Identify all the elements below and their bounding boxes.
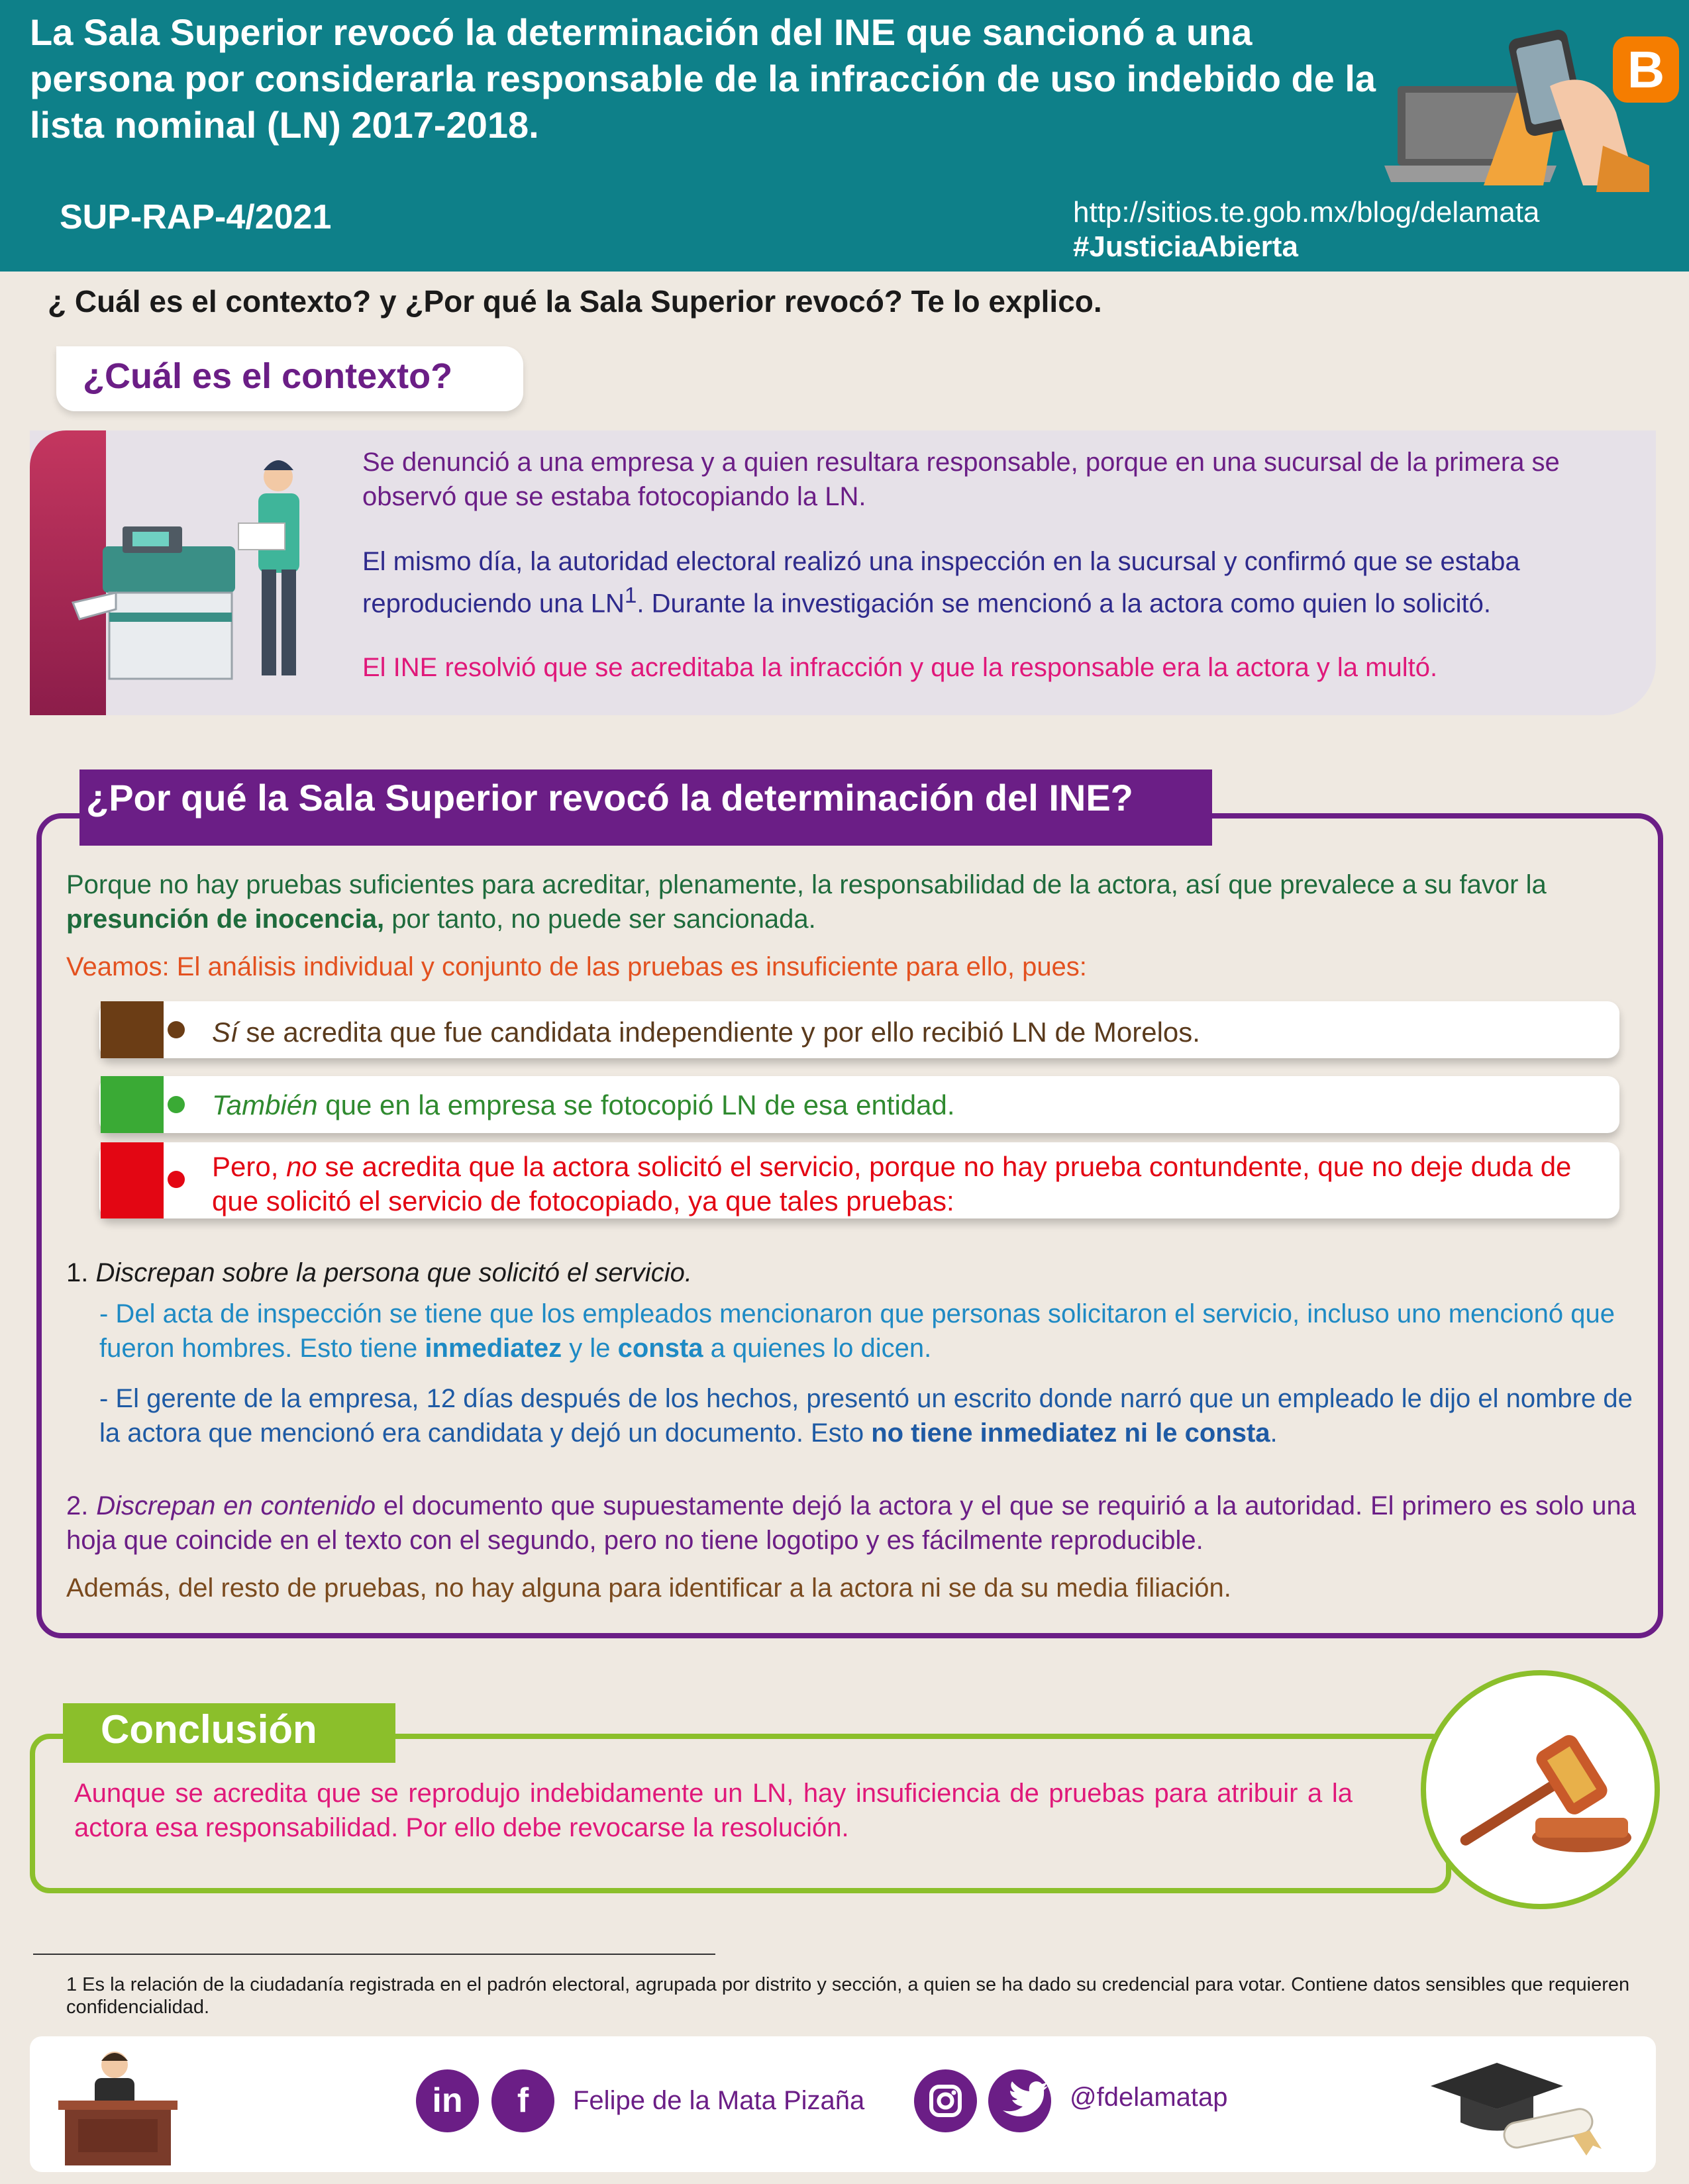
twitter-bird-glyph (988, 2069, 1051, 2132)
context-paragraph-1: Se denunció a una empresa y a quien resultara responsable, porque en una sucursal de la primera se observó que se estaba fotocopiando la LN. (362, 448, 1560, 511)
point-2-number: 2. (66, 1491, 97, 1520)
why-paragraph-2: Veamos: El análisis individual y conjunto de las pruebas es insuficiente para ello, pues: (66, 952, 1087, 981)
point-1b-text: - El gerente de la empresa, 12 días después de los hechos, presentó un escrito donde narró que un empleado le dijo el nombre de la actora que mencionó era candidata y dejó un documento. Esto (99, 1384, 1633, 1448)
point-2 (66, 1489, 1636, 1558)
gavel-icon (1426, 1675, 1655, 1904)
gavel-circle (1421, 1670, 1660, 1909)
instagram-icon[interactable] (914, 2069, 977, 2132)
context-paragraph-3: El INE resolvió que se acreditaba la infracción y que la responsable era la actora y la multó. (362, 653, 1438, 682)
point-3: Además, del resto de pruebas, no hay alguna para identificar a la actora ni se da su media filiación. (66, 1573, 1231, 1603)
person-hair-icon (264, 460, 293, 470)
footer-name: Felipe de la Mata Pizaña (573, 2086, 865, 2115)
person-leg-left (262, 570, 276, 675)
conclusion-text: Aunque se acredita que se reprodujo indebidamente un LN, hay insuficiencia de pruebas para atribuir a la actora esa responsabilidad. Por ello debe revocarse la resolución. (74, 1779, 1353, 1842)
podium-panel (78, 2119, 158, 2152)
copier-stripe (109, 613, 232, 622)
point-1-sub-a (99, 1297, 1636, 1365)
podium-top (58, 2101, 178, 2110)
bullet-text-2 (212, 1089, 955, 1121)
footer-handle: @fdelamatap (1070, 2083, 1228, 2112)
bullet-tag-1 (101, 1001, 164, 1058)
photocopier-illustration (70, 447, 321, 699)
point-1a-text: - Del acta de inspección se tiene que los empleados mencionaron que personas solicitaron el servicio, incluso uno mencionó que fueron hombres. Esto tiene (99, 1299, 1615, 1363)
laptop-phone-illustration (1384, 13, 1649, 192)
point-1-text: Discrepan sobre la persona que solicitó el servicio. (95, 1258, 692, 1287)
bullet-3-emphasis: no (286, 1151, 317, 1182)
bullet-dot-3 (168, 1171, 185, 1188)
intro-question: ¿ Cuál es el contexto? y ¿Por qué la Sala Superior revocó? Te lo explico. (48, 284, 1102, 319)
bullet-1-emphasis: Sí (212, 1017, 238, 1048)
footnote-ref: 1 (624, 583, 637, 608)
why-paragraph-1 (66, 868, 1636, 936)
page-title: La Sala Superior revocó la determinación del INE que sancionó a una persona por considerarla responsable de la infracción de uso indebido de la lista nominal (LN) 2017-2018. (30, 11, 1376, 146)
footnote-divider (33, 1954, 715, 1955)
point-1-sub-b (99, 1381, 1636, 1450)
facebook-icon[interactable]: f (491, 2069, 554, 2132)
copier-body-icon (109, 593, 232, 679)
point-1a-mid: y le (562, 1334, 618, 1363)
point-1 (66, 1258, 692, 1288)
point-1a-end: a quienes lo dicen. (703, 1334, 932, 1363)
graduation-cap-icon (1424, 2050, 1603, 2162)
bullet-text-1 (212, 1017, 1200, 1048)
bullet-1-body: se acredita que fue candidata independiente y por ello recibió LN de Morelos. (238, 1017, 1200, 1048)
hashtag: #JusticiaAbierta (1073, 230, 1298, 263)
bullet-dot-1 (168, 1021, 185, 1038)
blog-url-link[interactable]: http://sitios.te.gob.mx/blog/delamata (1073, 196, 1540, 228)
bullet-3-lead: Pero, (212, 1151, 287, 1182)
conclusion-title: Conclusión (101, 1707, 317, 1752)
judge-hair-icon (101, 2053, 128, 2061)
why-p1-text: Porque no hay pruebas suficientes para acreditar, plenamente, la responsabilidad de la actora, así que prevalece a su favor la (66, 870, 1547, 899)
bullet-text-3 (212, 1150, 1603, 1218)
no-immediacy-highlight: no tiene inmediatez ni le consta (871, 1418, 1270, 1448)
bullet-3-body: se acredita que la actora solicitó el servicio, porque no hay prueba contundente, que no deje duda de que solicitó el servicio de fotocopiado, ya que tales pruebas: (212, 1151, 1572, 1216)
point-2-text: el documento que supuestamente dejó la actora y el que se requirió a la autoridad. El primero es solo una hoja que coincide en el texto con el segundo, pero no tiene logotipo y es fácilmente reproducible. (66, 1491, 1636, 1555)
why-title: ¿Por qué la Sala Superior revocó la determinación del INE? (86, 777, 1133, 819)
copier-display (132, 532, 169, 546)
linkedin-icon[interactable]: in (416, 2069, 479, 2132)
bullet-2-body: que en la empresa se fotocopió LN de esa entidad. (317, 1089, 955, 1120)
bullet-tag-2 (101, 1076, 164, 1133)
immediacy-highlight: inmediatez (425, 1334, 562, 1363)
bullet-dot-2 (168, 1096, 185, 1113)
case-number: SUP-RAP-4/2021 (60, 198, 332, 236)
copier-top-icon (103, 546, 235, 593)
twitter-icon[interactable] (988, 2069, 1051, 2132)
blogger-icon[interactable]: B (1613, 36, 1679, 103)
footnote: 1 Es la relación de la ciudadanía registrada en el padrón electoral, agrupada por distrito y sección, a quien se ha dado su credencial para votar. Contiene datos sensibles que requieren confidencialidad. (66, 1974, 1630, 2018)
point-1b-end: . (1270, 1418, 1278, 1448)
instagram-glyph (914, 2069, 977, 2132)
context-paragraph-2 (362, 544, 1634, 620)
paper-stack-icon (238, 523, 285, 550)
presumption-highlight: presunción de inocencia, (66, 905, 385, 934)
context-title: ¿Cuál es el contexto? (83, 356, 453, 396)
point-2-emphasis: Discrepan en contenido (96, 1491, 376, 1520)
person-leg-right (282, 570, 296, 675)
bullet-2-emphasis: También (212, 1089, 318, 1120)
point-1-number: 1. (66, 1258, 96, 1287)
context-p2-text-end: . Durante la investigación se mencionó a la actora como quien lo solicitó. (637, 589, 1491, 619)
consta-highlight: consta (617, 1334, 703, 1363)
gavel-block-icon (1535, 1818, 1628, 1838)
why-p1-text-end: por tanto, no puede ser sancionada. (384, 905, 816, 934)
context-p2-text: El mismo día, la autoridad electoral realizó una inspección en la sucursal y confirmó que se estaba reproduciendo una LN (362, 547, 1520, 619)
judge-podium-icon (58, 2046, 178, 2169)
cap-top-icon (1431, 2063, 1563, 2109)
bullet-tag-3 (101, 1142, 164, 1218)
